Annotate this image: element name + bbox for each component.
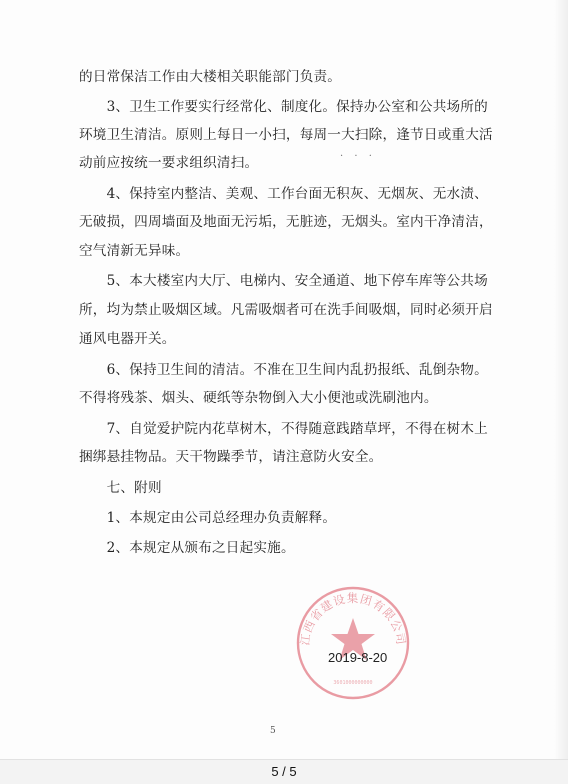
text-line-4: 动前应按统一要求组织清扫。: [79, 155, 259, 171]
text-line-7: 空气清新无异味。: [79, 243, 190, 259]
scan-specks: · · ·: [340, 151, 376, 162]
text-line-9: 所，均为禁止吸烟区域。凡需吸烟者可在洗手间吸烟，同时必须开启: [79, 302, 493, 318]
viewer-footer: [0, 759, 568, 784]
text-line-5: 4、保持室内整洁、美观、工作台面无积灰、无烟灰、无水渍、: [79, 186, 488, 202]
text-line-3: 环境卫生清洁。原则上每日一小扫，每周一大扫除，逢节日或重大活: [79, 127, 493, 143]
text-line-10: 通风电器开关。: [79, 331, 176, 347]
page-number: 5: [270, 726, 276, 736]
page-indicator[interactable]: 5 / 5: [271, 764, 297, 779]
text-line-13: 7、自觉爱护院内花草树木，不得随意践踏草坪，不得在树木上: [79, 421, 488, 437]
svg-text:3601000000000: 3601000000000: [333, 680, 373, 686]
text-line-2: 3、卫生工作要实行经常化、制度化。保持办公室和公共场所的: [79, 99, 488, 115]
text-line-17: 2、本规定从颁布之日起实施。: [79, 540, 295, 556]
svg-text:江西省建设集团有限公司: 江西省建设集团有限公司: [297, 591, 409, 647]
text-line-12: 不得将残茶、烟头、硬纸等杂物倒入大小便池或洗刷池内。: [79, 390, 438, 406]
text-line-16: 1、本规定由公司总经理办负责解释。: [79, 510, 337, 526]
text-line-6: 无破损，四周墙面及地面无污垢，无脏迹，无烟头。室内干净清洁，: [79, 214, 493, 230]
text-line-11: 6、保持卫生间的清洁。不准在卫生间内乱扔报纸、乱倒杂物。: [79, 362, 488, 378]
document-date: 2019-8-20: [328, 650, 388, 665]
section-heading-appendix: 七、附则: [79, 480, 162, 496]
text-line-14: 捆绑悬挂物品。天干物躁季节，请注意防火安全。: [79, 449, 383, 465]
page-edge-shadow: [554, 0, 568, 760]
text-line-1: 的日常保洁工作由大楼相关职能部门负责。: [79, 69, 342, 85]
company-seal: [294, 584, 412, 702]
text-line-8: 5、本大楼室内大厅、电梯内、安全通道、地下停车库等公共场: [79, 273, 488, 289]
